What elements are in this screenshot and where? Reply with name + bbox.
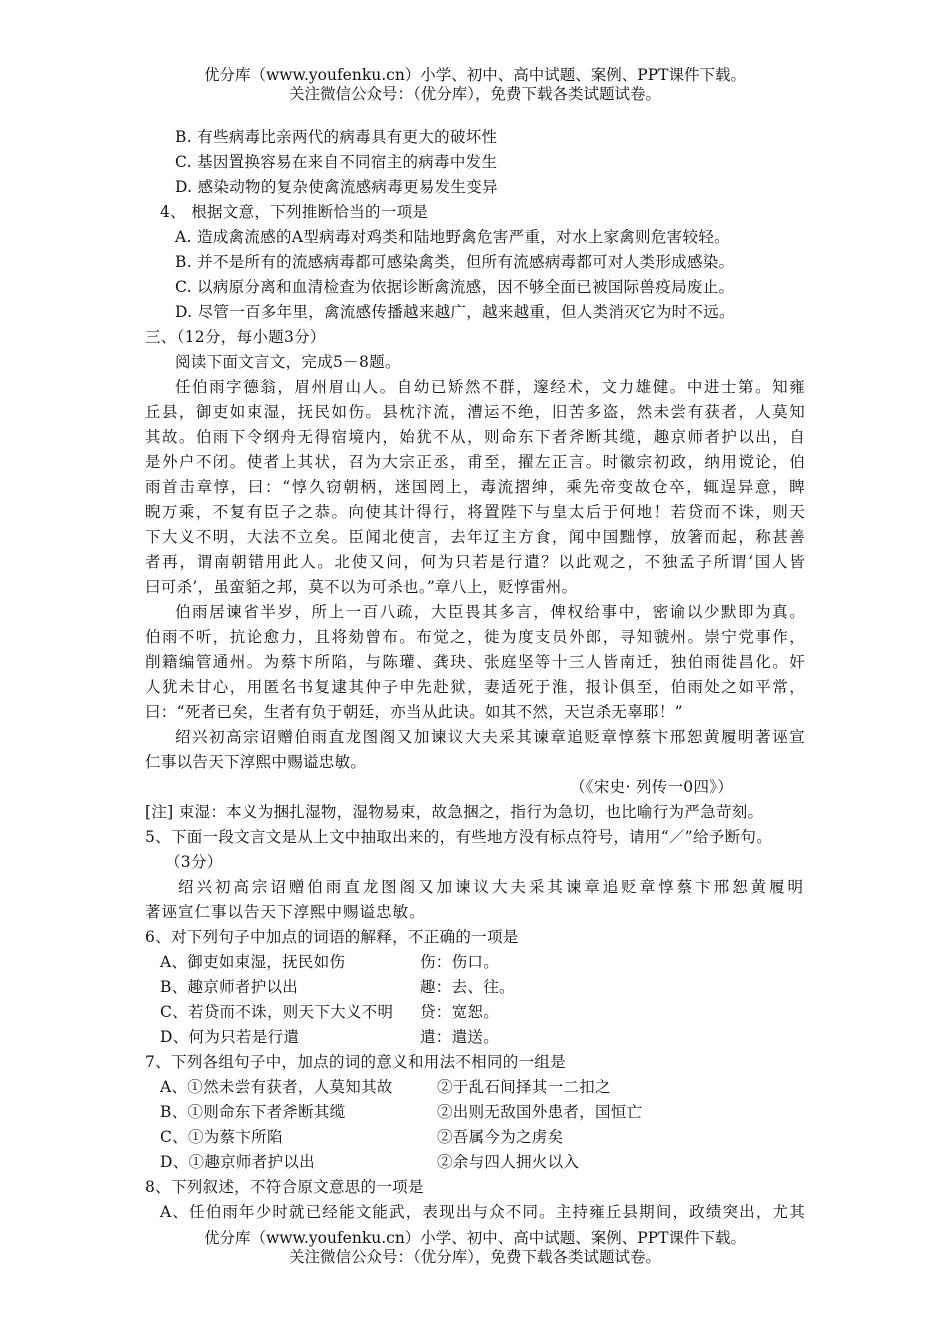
q6-option-d-gloss: 遣：遣送。	[420, 1028, 500, 1046]
q7-option-c-first: C、①为蔡卞所陷	[160, 1128, 283, 1146]
q6-option-d-sentence: D、何为只若是行遣	[160, 1028, 300, 1046]
q3-option-c: C. 基因置换容易在来自不同宿主的病毒中发生	[175, 153, 498, 171]
para1-line: 下大义不明，大法不立矣。臣闻北使言，去年辽主方食，闻中国黜惇，放箸而起，称甚善	[145, 528, 805, 546]
q7-option-d-second: ②余与四人拥火以入	[437, 1153, 580, 1171]
q6-option-a-gloss: 伤：伤口。	[420, 953, 500, 971]
para1-line: 是外户不闭。使者上其状，召为大宗正丞，甫至，擢左正言。时徽宗初政，纳用谠论，伯	[145, 453, 805, 471]
para1-line: 任伯雨字德翁，眉州眉山人。自幼已矫然不群，邃经术，文力雄健。中进士第。知雍	[175, 378, 805, 396]
para2-line: 曰：“死者已矣，生者有负于朝廷，亦当从此诀。如其不然，天岂杀无辜耶！”	[145, 703, 683, 721]
section-3-instruction: 阅读下面文言文，完成5－8题。	[175, 353, 401, 371]
para1-line: 睨万乘，不复有臣子之恭。向使其计得行，将置陛下与皇太后于何地！若贷而不诛，则天	[145, 503, 805, 521]
q4-option-d: D. 尽管一百多年里，禽流感传播越来越广，越来越重，但人类消灭它为时不远。	[175, 303, 735, 321]
q7-option-d-first: D、①趣京师者护以出	[160, 1153, 315, 1171]
q7-option-c-second: ②吾属今为之虏矣	[437, 1128, 564, 1146]
para3-line: 仁事以告天下淳熙中赐谥忠敏。	[145, 753, 367, 771]
footer-line-2: 关注微信公众号：（优分库），免费下载各类试题试卷。	[288, 1248, 661, 1266]
q6-option-c-sentence: C、若贷而不诛，则天下大义不明	[160, 1003, 394, 1021]
q4-option-b: B. 并不是所有的流感病毒都可感染禽类，但所有流感病毒都可对人类形成感染。	[175, 253, 735, 271]
q5-stem: 5、下面一段文言文是从上文中抽取出来的，有些地方没有标点符号，请用“／”给予断句。	[145, 828, 773, 846]
para2-line: 伯雨居谏省半岁，所上一百八疏，大臣畏其多言，俾权给事中，密谕以少默即为真。	[175, 603, 805, 621]
q6-option-b-gloss: 趣：去、往。	[420, 978, 515, 996]
q7-stem: 7、下列各组句子中，加点的词的意义和用法不相同的一组是	[145, 1053, 566, 1071]
para2-line: 削籍编管通州。为蔡卞所陷，与陈瓘、龚玦、张庭坚等十三人皆南迁，独伯雨徙昌化。奸	[145, 653, 805, 671]
q6-option-c-gloss: 贷：宽恕。	[420, 1003, 500, 1021]
q8-option-a: A、任伯雨年少时就已经能文能武，表现出与众不同。主持雍丘县期间，政绩突出，尤其	[160, 1203, 805, 1221]
para1-line: 雨首击章惇，曰：“惇久窃朝柄，迷国罔上，毒流摺绅，乘先帝变故仓卒，辄逞异意，睥	[145, 478, 805, 496]
page-footer	[0, 1229, 950, 1267]
q3-option-d: D. 感染动物的复杂使禽流感病毒更易发生变异	[175, 178, 498, 196]
para2-line: 人犹未甘心，用匿名书复逮其仲子申先赴狱，妻适死于淮，报讣俱至，伯雨处之如平常，	[145, 678, 805, 696]
q5-text-line: 绍兴初高宗诏赠伯雨直龙图阁又加谏议大夫采其谏章追贬章惇蔡卞邢恕黄履明	[178, 878, 804, 896]
q7-option-a-second: ②于乱石间择其一二扣之	[437, 1078, 611, 1096]
q5-points: （3分）	[165, 853, 223, 871]
para1-line: 曰可杀’，虽蛮貊之邦，莫不以为可杀也。”章八上，贬惇雷州。	[145, 578, 578, 596]
q6-stem: 6、对下列句子中加点的词语的解释，不正确的一项是	[145, 928, 519, 946]
source-citation: （《宋史· 列传一0四》）	[570, 778, 734, 796]
para3-line: 绍兴初高宗诏赠伯雨直龙图阁又加谏议大夫采其谏章追贬章惇蔡卞邢恕黄履明著诬宣	[175, 728, 805, 746]
q6-option-c	[160, 1001, 810, 1023]
q7-option-a	[160, 1076, 810, 1098]
q7-option-b-first: B、①则命东下者斧断其缆	[160, 1103, 346, 1121]
q7-option-b	[160, 1101, 810, 1123]
q7-option-d	[160, 1151, 810, 1173]
para1-line: 其故。伯雨下令纲舟无得宿境内，始犹不从，则命东下者斧断其缆，趣京师者护以出，自	[145, 428, 805, 446]
q3-option-b: B. 有些病毒比亲两代的病毒具有更大的破坏性	[175, 128, 498, 146]
q7-option-c	[160, 1126, 810, 1148]
q4-option-c: C. 以病原分离和血清检查为依据诊断禽流感，因不够全面已被国际兽疫局废止。	[175, 278, 735, 296]
q5-text-line: 著诬宣仁事以告天下淳熙中赐谥忠敏。	[145, 903, 426, 921]
para2-line: 伯雨不听，抗论愈力，且将劾曾布。布觉之，徙为度支员外郎，寻知虢州。崇宁党事作，	[145, 628, 805, 646]
para1-line: 丘县，御吏如束湿，抚民如伤。县枕汴流，漕运不绝，旧苦多盗，然未尝有获者，人莫知	[145, 403, 805, 421]
footer-line-1: 优分库（www.youfenku.cn）小学、初中、高中试题、案例、PPT课件下载。	[203, 1229, 747, 1247]
page-header	[0, 66, 950, 104]
q7-option-a-first: A、①然未尝有获者，人莫知其故	[160, 1078, 393, 1096]
q6-option-d	[160, 1026, 810, 1048]
section-3-title: 三、（12分，每小题3分）	[145, 328, 326, 346]
q4-option-a: A. 造成禽流感的A型病毒对鸡类和陆地野禽危害严重，对水上家禽则危害较轻。	[175, 228, 730, 246]
q8-stem: 8、下列叙述，不符合原文意思的一项是	[145, 1178, 424, 1196]
q6-option-a	[160, 951, 810, 973]
q6-option-b-sentence: B、趣京师者护以出	[160, 978, 299, 996]
header-line-1: 优分库（www.youfenku.cn）小学、初中、高中试题、案例、PPT课件下载。	[203, 66, 747, 84]
q6-option-a-sentence: A、御吏如束湿，抚民如伤	[160, 953, 346, 971]
q6-option-b	[160, 976, 810, 998]
q4-stem: 4、 根据文意，下列推断恰当的一项是	[160, 203, 429, 221]
header-line-2: 关注微信公众号：（优分库），免费下载各类试题试卷。	[288, 85, 661, 103]
para1-line: 者再，谓南朝错用此人。北使又问，何为只若是行遣？以此观之，不独孟子所谓‘国人皆	[145, 553, 805, 571]
footnote: [注] 束湿：本义为捆扎湿物，湿物易束，故急捆之，指行为急切，也比喻行为严急苛刻。	[145, 803, 764, 821]
q7-option-b-second: ②出则无敌国外患者，国恒亡	[437, 1103, 643, 1121]
